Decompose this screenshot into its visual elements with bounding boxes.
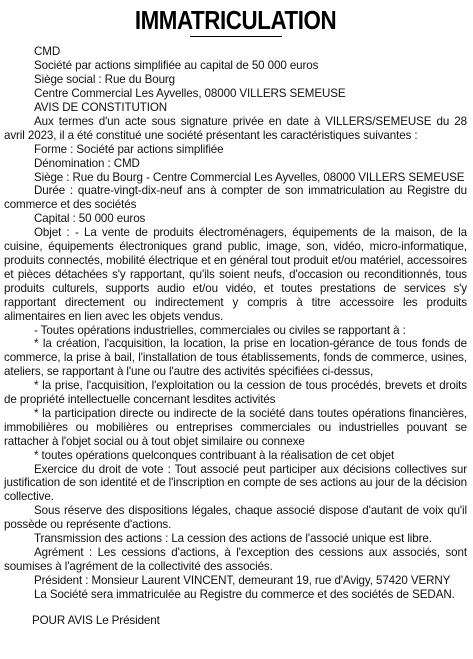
notice-body [4, 45, 467, 627]
paragraph-immatriculation: La Société sera immatriculée au Registre du commerce et des sociétés de SEDAN. [34, 587, 455, 601]
paragraph-denomination: Dénomination : CMD [34, 156, 140, 170]
paragraph-siege: Siège : Rue du Bourg - Centre Commercial Les Ayvelles, 08000 VILLERS SEMEUSE [34, 170, 465, 184]
registered-office: Siège social : Rue du Bourg [34, 73, 176, 87]
paragraph-duree: Durée : quatre-vingt-dix-neuf ans à compter de son immatriculation au Registre du commerce et des sociétés [4, 184, 467, 212]
paragraph-droit-de-vote: Exercice du droit de vote : Tout associé peut participer aux décisions collectives sur justification de son identité et de l'inscription en compte de ses actions au jour de la décision collective. [4, 462, 467, 504]
paragraph-voix: Sous réserve des dispositions légales, chaque associé dispose d'autant de voix qu'il possède ou représente d'actions. [4, 504, 467, 532]
paragraph-creation: * la création, l'acquisition, la location, la prise en location-gérance de tous fonds de commerce, la prise à bail, l'installation de tous établissements, fonds de commerce, usines, ateliers, se rapportant à l'une ou l'autre des activités spécifiées ci-dessus, [4, 337, 467, 379]
paragraph-objet: Objet : - La vente de produits électroménagers, équipements de la maison, de la cuisine, équipements électroniques grand public, image, son, vidéo, micro-informatique, produits connectés, mobilité électrique et en général tout produit et/ou matériel, accessoires et pièces détachées s'y rapportant, qu'ils soient neufs, d'occasion ou reconditionnés, tous produits culturels, supports audio et/ou vidéo, et toutes prestations de services s'y rapportant directement ou indirectement y compris à titre accessoire les produits alimentaires en lien avec les objets vendus. [4, 226, 467, 323]
paragraph-operations: - Toutes opérations industrielles, commerciales ou civiles se rapportant à : [34, 323, 406, 337]
paragraph-realisation: * toutes opérations quelconques contribuant à la réalisation de cet objet [34, 448, 395, 462]
company-form-capital: Société par actions simplifiée au capital de 50 000 euros [34, 59, 319, 73]
notice-title: IMMATRICULATION [134, 5, 337, 35]
signature: POUR AVIS Le Président [32, 613, 160, 627]
notice-type: AVIS DE CONSTITUTION [34, 101, 168, 115]
company-address: Centre Commercial Les Ayvelles, 08000 VILLERS SEMEUSE [34, 87, 346, 101]
paragraph-transmission: Transmission des actions : La cession des actions de l'associé unique est libre. [34, 532, 432, 546]
paragraph-agrement: Agrément : Les cessions d'actions, à l'exception des cessions aux associés, sont soumises à l'agrément de la collectivité des associés. [4, 546, 467, 573]
paragraph-president: Président : Monsieur Laurent VINCENT, demeurant 19, rue d'Avigy, 57420 VERNY [34, 573, 451, 587]
paragraph-constitution: Aux termes d'un acte sous signature privée en date à VILLERS/SEMEUSE du 28 avril 2023, il a été constitué une société présentant les caractéristiques suivantes : [4, 114, 467, 142]
paragraph-forme: Forme : Société par actions simplifiée [34, 142, 224, 156]
company-name: CMD [34, 45, 61, 59]
paragraph-capital: Capital : 50 000 euros [34, 212, 146, 226]
paragraph-participation: * la participation directe ou indirecte de la société dans toutes opérations financières, immobilières ou mobilières ou entreprises commerciales ou industrielles pouvant se rattacher à l'objet social ou à tout objet similaire ou connexe [4, 406, 467, 448]
title-underline [190, 36, 282, 37]
paragraph-brevets: * la prise, l'acquisition, l'exploitation ou la cession de tous procédés, brevets et droits de propriété intellectuelle concernant lesdites activités [4, 379, 467, 407]
